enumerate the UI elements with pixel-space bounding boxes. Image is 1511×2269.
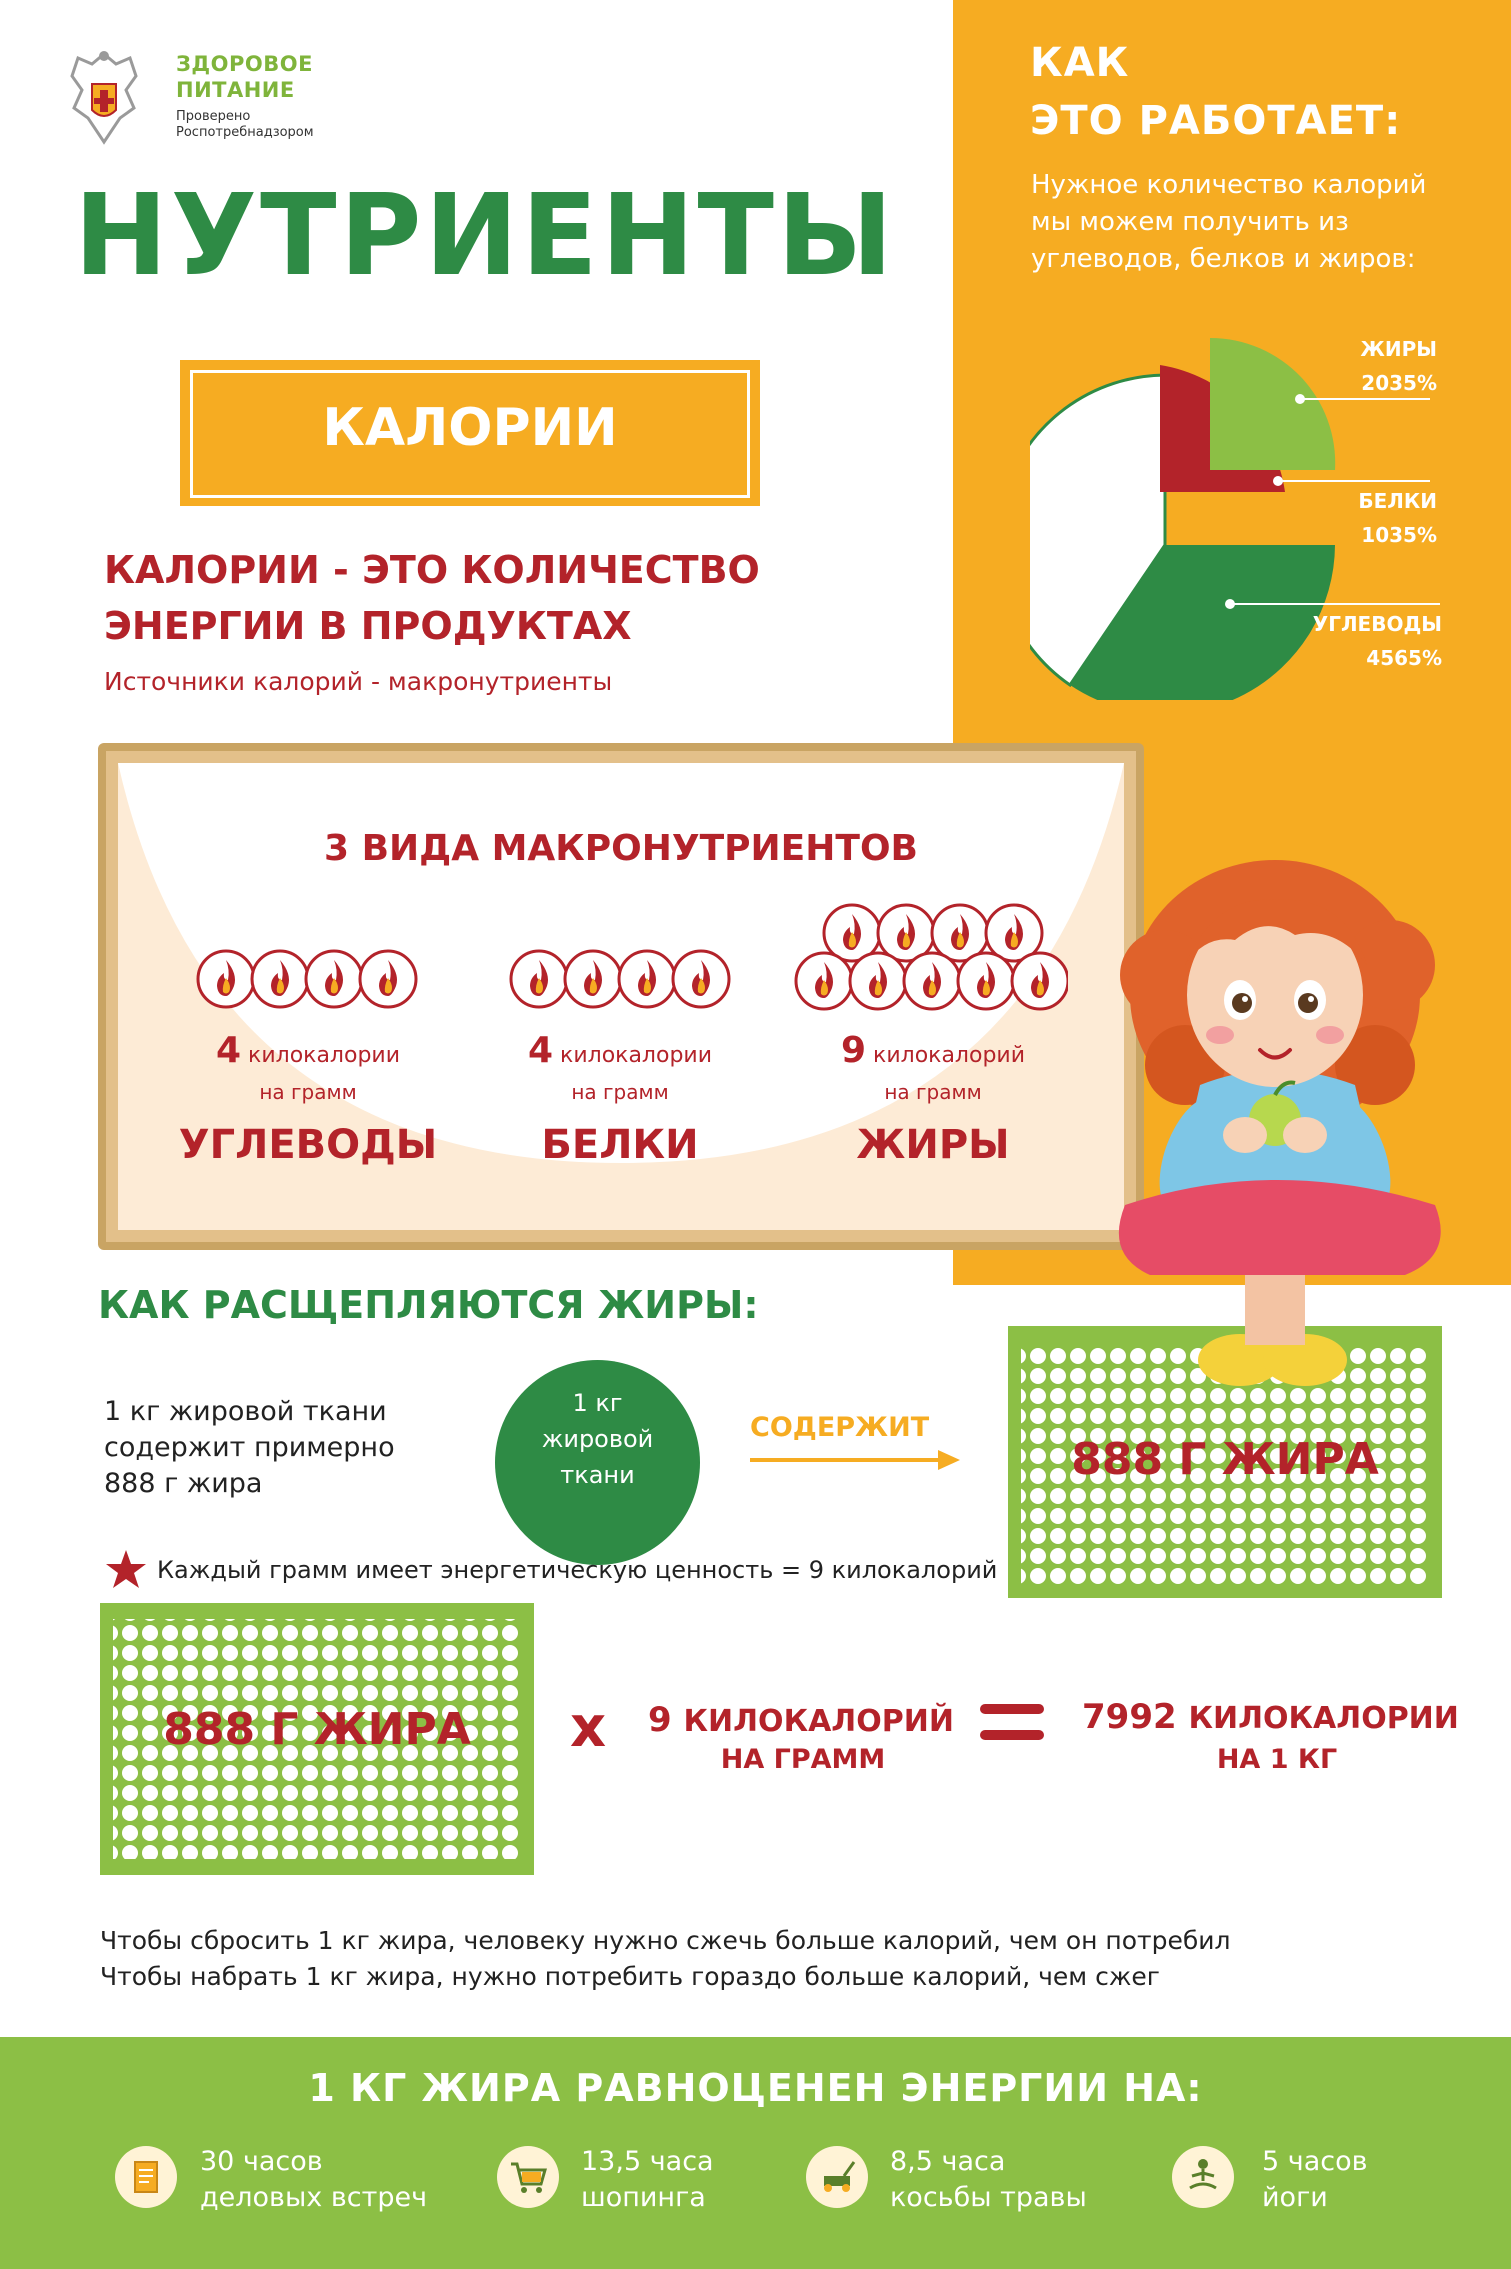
logo-subtitle-1: Проверено (176, 109, 251, 124)
girl-illustration (1105, 855, 1465, 1395)
calc-kcal (648, 1700, 954, 1740)
star-icon (104, 1548, 148, 1590)
fat-grams-label-1: 888 Г ЖИРА (1071, 1434, 1379, 1485)
definition-subtitle: Источники калорий - макронутриенты (104, 667, 613, 696)
fat-circle-line-2: жировой (541, 1425, 654, 1453)
carbs-name: УГЛЕВОДЫ (178, 1122, 438, 1168)
pie-label-fats-name: ЖИРЫ (1360, 337, 1437, 361)
footer-title: 1 КГ ЖИРА РАВНОЦЕНЕН ЭНЕРГИИ НА: (308, 2066, 1203, 2110)
proteins-kcal (480, 1030, 760, 1071)
pie-label-proteins-value: 1035% (1361, 523, 1437, 547)
lawn-mower-icon (806, 2146, 868, 2208)
calc-result-unit: КИЛОКАЛОРИИ (1188, 1701, 1459, 1736)
activity-2-line-1: 13,5 часа (581, 2146, 714, 2177)
flame-icon (1012, 953, 1068, 1009)
fats-name: ЖИРЫ (856, 1122, 1010, 1168)
carbs-kcal-unit: килокалории (248, 1043, 401, 1068)
calc-kcal-unit: КИЛОКАЛОРИЙ (683, 1704, 954, 1739)
flame-icons-fats (793, 902, 1068, 1014)
how-desc-line-3: углеводов, белков и жиров: (1031, 244, 1416, 274)
flame-icon (796, 953, 852, 1009)
proteins-kcal-unit: килокалории (560, 1043, 713, 1068)
contains-label: СОДЕРЖИТ (750, 1412, 930, 1443)
pie-label-proteins-name: БЕЛКИ (1358, 489, 1437, 513)
calc-result-per: НА 1 КГ (1216, 1744, 1338, 1775)
definition-line-2: ЭНЕРГИИ В ПРОДУКТАХ (104, 604, 632, 648)
pie-label-carbs-value: 4565% (1366, 646, 1442, 670)
conclusion-line-2: Чтобы набрать 1 кг жира, нужно потребить гораздо больше калорий, чем сжег (100, 1962, 1160, 1991)
flame-icon (198, 951, 254, 1007)
activity-4 (1262, 2144, 1368, 2216)
fat-grams-label-2: 888 Г ЖИРА (163, 1704, 471, 1755)
activity-4-line-1: 5 часов (1262, 2146, 1368, 2177)
flame-icon (306, 951, 362, 1007)
how-desc-line-2: мы можем получить из (1031, 207, 1349, 237)
carbs-kcal (168, 1030, 448, 1071)
arrow-right-icon (750, 1448, 962, 1472)
calc-result (1082, 1697, 1459, 1737)
equals-icon (980, 1700, 1044, 1744)
how-title-line-2: ЭТО РАБОТАЕТ: (1030, 98, 1402, 144)
flame-icon (904, 953, 960, 1009)
activity-3-line-1: 8,5 часа (890, 2146, 1006, 2177)
flame-icon (673, 951, 729, 1007)
pie-label-carbs-name: УГЛЕВОДЫ (1312, 612, 1442, 636)
definition-line-1: КАЛОРИИ - ЭТО КОЛИЧЕСТВО (104, 548, 760, 592)
yoga-icon (1172, 2146, 1234, 2208)
conclusion-line-1: Чтобы сбросить 1 кг жира, человеку нужно сжечь больше калорий, чем он потребил (100, 1926, 1231, 1955)
fat-tissue-circle-text (495, 1385, 700, 1493)
flame-icons-proteins (508, 948, 733, 1010)
activity-1 (200, 2144, 427, 2216)
fats-kcal-unit: килокалорий (873, 1043, 1026, 1068)
flame-icon (619, 951, 675, 1007)
coat-of-arms-icon (64, 46, 144, 150)
calories-label: КАЛОРИИ (322, 398, 618, 458)
flame-icon (565, 951, 621, 1007)
calc-kcal-number: 9 (648, 1700, 672, 1740)
document-icon (115, 2146, 177, 2208)
activity-1-line-1: 30 часов (200, 2146, 323, 2177)
shopping-cart-icon (497, 2146, 559, 2208)
logo-title-2: ПИТАНИЕ (176, 78, 295, 102)
flame-icon (511, 951, 567, 1007)
fat-circle-line-1: 1 кг (572, 1389, 623, 1417)
activity-3-line-2: косьбы травы (890, 2182, 1087, 2213)
fats-per-gram: на грамм (884, 1080, 982, 1104)
flame-icon (252, 951, 308, 1007)
macronutrients-title: 3 ВИДА МАКРОНУТРИЕНТОВ (324, 828, 918, 869)
flame-icon (958, 953, 1014, 1009)
multiply-sign: х (570, 1695, 607, 1760)
how-title-line-1: КАК (1030, 40, 1130, 86)
proteins-per-gram: на грамм (571, 1080, 669, 1104)
carbs-per-gram: на грамм (259, 1080, 357, 1104)
proteins-name: БЕЛКИ (541, 1122, 699, 1168)
page-title: НУТРИЕНТЫ (74, 171, 896, 301)
fat-breakdown-title: КАК РАСЩЕПЛЯЮТСЯ ЖИРЫ: (98, 1283, 759, 1327)
calc-kcal-per: НА ГРАММ (720, 1744, 886, 1775)
fats-kcal-number: 9 (840, 1030, 867, 1071)
activity-4-line-2: йоги (1262, 2182, 1328, 2213)
pie-label-fats-value: 2035% (1361, 371, 1437, 395)
proteins-kcal-number: 4 (527, 1030, 554, 1071)
activity-1-line-2: деловых встреч (200, 2182, 428, 2213)
how-desc-line-1: Нужное количество калорий (1031, 170, 1427, 200)
activity-2-line-2: шопинга (581, 2182, 706, 2213)
fat-desc-line-1: 1 кг жировой ткани (104, 1396, 387, 1427)
calc-result-number: 7992 (1082, 1697, 1177, 1737)
activity-2 (581, 2144, 714, 2216)
activity-3 (890, 2144, 1087, 2216)
fats-kcal (793, 1030, 1073, 1071)
flame-icon (850, 953, 906, 1009)
flame-icons-carbs (195, 948, 420, 1010)
logo-title-1: ЗДОРОВОЕ (176, 52, 313, 76)
flame-icon (360, 951, 416, 1007)
logo-subtitle-2: Роспотребнадзором (176, 125, 314, 140)
fat-circle-line-3: ткани (560, 1461, 635, 1489)
fat-desc-line-3: 888 г жира (104, 1468, 263, 1499)
carbs-kcal-number: 4 (215, 1030, 242, 1071)
energy-note: Каждый грамм имеет энергетическую ценность = 9 килокалорий (157, 1556, 998, 1584)
fat-desc-line-2: содержит примерно (104, 1432, 395, 1463)
